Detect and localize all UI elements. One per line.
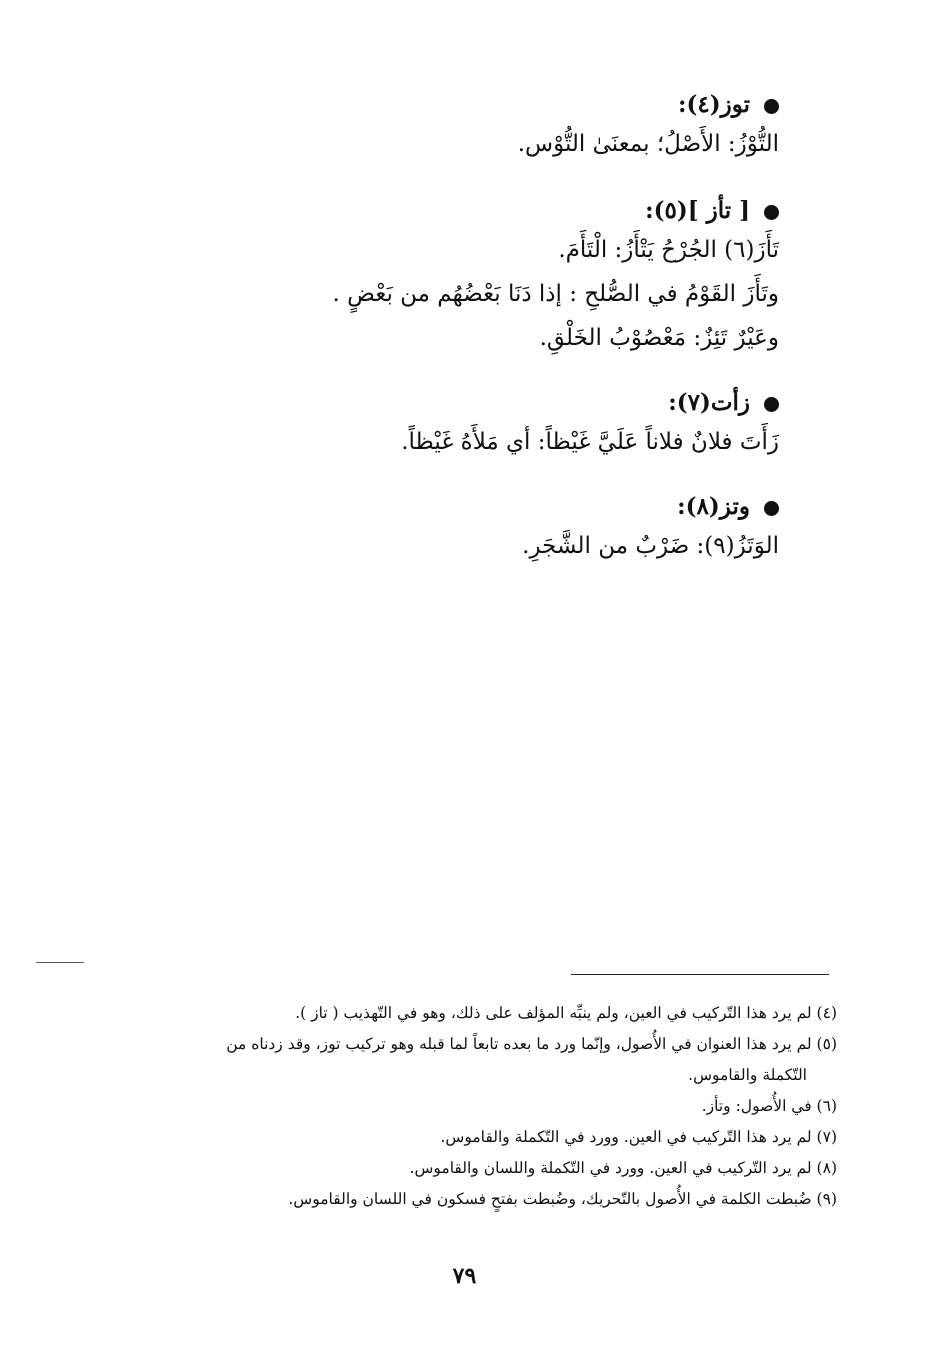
entry-headword-row xyxy=(333,194,779,228)
entry-line: التُّوْزُ: الأَصْلُ؛ بمعنَىٰ التُّوْس. xyxy=(517,131,779,157)
page-number: ٧٩ xyxy=(452,1263,477,1289)
footnote: (٩) ضُبطت الكلمة في الأُصول بالتّحريك، وضُبطت بفتحٍ فسكون في اللسان والقاموس. xyxy=(288,1190,837,1208)
entry-line: وعَيْرٌ تَئِزٌ: مَعْصُوْبُ الخَلْقِ. xyxy=(539,325,779,351)
entry-line: وتَأَزَ القَوْمُ في الصُّلحِ : إذا دَنَا بَعْضُهُم من بَعْضٍ . xyxy=(332,281,779,307)
bullet-icon xyxy=(764,205,779,220)
footnote: (٧) لم يرد هذا التّركيب في العين. وورد في التّكملة والقاموس. xyxy=(440,1128,837,1146)
entry-headword-row xyxy=(401,386,779,420)
entry-line: تَأَزَ(٦) الجُرْحُ يَتْأَزُ: الْتَأَمَ. xyxy=(558,237,779,263)
footnote: (٤) لم يرد هذا التّركيب في العين، ولم ينبِّه المؤلف على ذلك، وهو في التّهذيب ( تاز ). xyxy=(295,1004,837,1022)
entry-taaz xyxy=(333,194,779,360)
entry-line: زَأَتَ فلانٌ فلاناً عَلَيَّ غَيْظاً: أي مَلأَهُ غَيْظاً. xyxy=(401,429,779,455)
bullet-icon xyxy=(764,397,779,412)
entry-headword: وتز(٨): xyxy=(677,493,750,520)
entry-tuz xyxy=(518,88,779,166)
bullet-icon xyxy=(764,99,779,114)
footnote-continuation: التّكملة والقاموس. xyxy=(688,1066,807,1084)
footnote: (٥) لم يرد هذا العنوان في الأُصول، وإنّما ورد ما بعده تابعاً لما قبله وهو تركيب توز، وقد زدناه من xyxy=(226,1035,837,1053)
entry-line: الوَتَزُ(٩): ضَرْبٌ من الشَّجَرِ. xyxy=(522,533,779,559)
footnote-divider xyxy=(571,974,829,975)
entry-headword: زأت(٧): xyxy=(668,389,750,416)
entry-headword-row xyxy=(518,88,779,122)
entry-headword-row xyxy=(522,490,779,524)
margin-mark xyxy=(36,962,84,963)
footnote: (٨) لم يرد التّركيب في العين. وورد في التّكملة واللسان والقاموس. xyxy=(409,1159,837,1177)
entry-watz xyxy=(522,490,779,568)
entry-headword: [ تأز ](٥): xyxy=(645,197,750,224)
footnotes xyxy=(92,998,837,1215)
entry-headword: توز(٤): xyxy=(677,91,750,118)
bullet-icon xyxy=(764,501,779,516)
footnote: (٦) في الأُصول: وتأز. xyxy=(701,1097,837,1115)
entry-zaat xyxy=(401,386,779,464)
